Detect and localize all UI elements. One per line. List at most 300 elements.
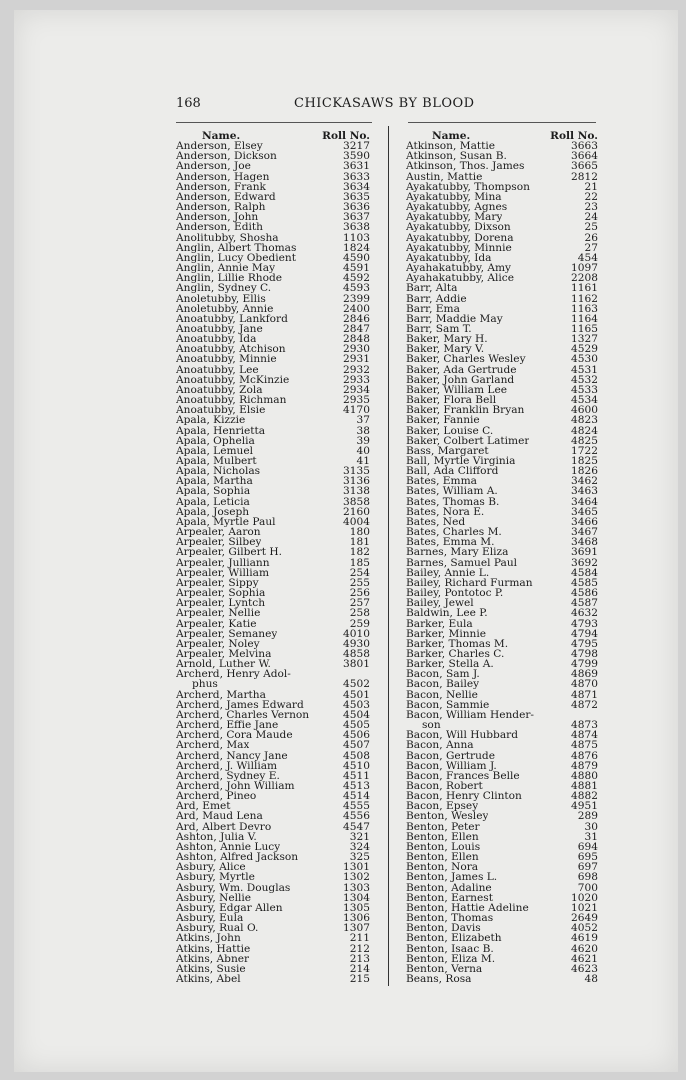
- roll-entry: [406, 486, 598, 496]
- entry-name: Apala, Henrietta: [176, 425, 266, 436]
- entry-name: Anderson, Joe: [176, 161, 251, 172]
- entry-roll-number: 3634: [343, 180, 370, 193]
- entry-name: Bailey, Jewel: [406, 598, 474, 609]
- entry-name: Arpealer, Julliann: [176, 557, 270, 568]
- roll-entry: [176, 263, 370, 273]
- entry-roll-number: 40: [356, 444, 370, 457]
- entry-name: Arpealer, Silbey: [176, 537, 262, 548]
- entry-name: Ayahakatubby, Amy: [406, 263, 512, 274]
- entry-name: Archerd, John William: [176, 781, 295, 792]
- roll-entry: [406, 903, 598, 913]
- roll-entry: [406, 233, 598, 243]
- entry-roll-number: 30: [584, 820, 598, 833]
- entry-roll-number: 25: [584, 221, 598, 234]
- entry-name: Bailey, Annie L.: [406, 567, 490, 578]
- roll-entry: [176, 568, 370, 578]
- roll-entry: [176, 598, 370, 608]
- entry-name: Barr, Alta: [406, 283, 458, 294]
- roll-entry: [176, 822, 370, 832]
- entry-roll-number: 23: [584, 201, 598, 214]
- entry-roll-number: 4795: [571, 637, 598, 650]
- roll-entry: [406, 832, 598, 842]
- roll-entry: [176, 842, 370, 852]
- roll-entry: [406, 649, 598, 659]
- entry-roll-number: 3664: [571, 150, 598, 163]
- right-column: [406, 131, 598, 984]
- entry-name: Anoatubby, Atchison: [176, 344, 286, 355]
- entry-name: Archerd, Effie Jane: [176, 720, 279, 731]
- entry-roll-number: 180: [349, 526, 370, 539]
- roll-entry: [406, 172, 598, 182]
- entry-roll-number: 4874: [571, 729, 598, 742]
- entry-roll-number: 213: [349, 952, 370, 965]
- entry-roll-number: 1103: [343, 231, 370, 244]
- entry-roll-number: 694: [577, 840, 598, 853]
- entry-roll-number: 4010: [343, 627, 370, 640]
- roll-entry: [406, 872, 598, 882]
- entry-roll-number: 4507: [343, 739, 370, 752]
- entry-name: Beans, Rosa: [406, 973, 472, 985]
- entry-roll-number: 2935: [343, 394, 370, 407]
- entry-name: Archerd, Max: [176, 740, 250, 751]
- entry-roll-number: 3631: [343, 160, 370, 173]
- entry-name: Apala, Joseph: [176, 506, 250, 517]
- entry-roll-number: 256: [349, 587, 370, 600]
- entry-roll-number: 22: [584, 190, 598, 203]
- entry-name: Arpealer, Nellie: [176, 608, 261, 619]
- roll-entry: [176, 314, 370, 324]
- entry-name: Arnold, Luther W.: [176, 659, 271, 670]
- roll-entry: [176, 497, 370, 507]
- roll-entry: [176, 141, 370, 151]
- entry-roll-number: 4513: [343, 780, 370, 792]
- entry-roll-number: 289: [577, 810, 598, 823]
- entry-name: Asbury, Wm. Douglas: [176, 882, 291, 893]
- entry-name: phus: [192, 679, 218, 690]
- entry-name: Benton, James L.: [406, 872, 498, 883]
- roll-entry: [176, 405, 370, 415]
- entry-name: Arpealer, William: [176, 567, 269, 578]
- entry-roll-number: 4794: [571, 627, 598, 640]
- roll-entry: [406, 547, 598, 557]
- entry-name: Baker, Franklin Bryan: [406, 405, 525, 416]
- entry-name: Archerd, Nancy Jane: [176, 750, 288, 761]
- entry-roll-number: 3637: [343, 211, 370, 224]
- entry-name: Anderson, Dickson: [176, 151, 277, 162]
- entry-roll-number: 4593: [343, 282, 370, 295]
- entry-name: Arpealer, Katie: [176, 618, 257, 629]
- entry-name: Anderson, Hagen: [176, 171, 270, 182]
- entry-roll-number: 4591: [343, 262, 370, 275]
- roll-entry: [176, 446, 370, 456]
- roll-entry: [406, 304, 598, 314]
- entry-name: Benton, Nora: [406, 862, 479, 873]
- entry-roll-number: 454: [577, 251, 598, 264]
- entry-roll-number: 4623: [571, 962, 598, 975]
- entry-name: Ard, Albert Devro: [176, 821, 272, 832]
- entry-name: Ayakatubby, Dixson: [406, 222, 511, 233]
- roll-entry: [176, 933, 370, 943]
- entry-name: Arpealer, Sophia: [176, 588, 266, 599]
- entry-roll-number: 3691: [571, 546, 598, 559]
- roll-entry: [406, 517, 598, 527]
- entry-roll-number: 1303: [343, 881, 370, 894]
- entry-roll-number: 1307: [343, 922, 370, 935]
- entry-roll-number: 2934: [343, 383, 370, 396]
- roll-entry: [406, 720, 598, 730]
- entry-name: Anoletubby, Annie: [176, 303, 274, 314]
- entry-name: Ayakatubby, Agnes: [406, 202, 508, 213]
- entry-roll-number: 3464: [571, 495, 598, 508]
- roll-entry: [176, 690, 370, 700]
- entry-name: Bacon, Gertrude: [406, 750, 495, 761]
- entry-name: Benton, Verna: [406, 963, 483, 974]
- entry-roll-number: 214: [349, 962, 370, 975]
- entry-roll-number: 4798: [571, 647, 598, 660]
- roll-entry: [406, 273, 598, 283]
- roll-entry: [406, 558, 598, 568]
- name-column-header: Name.: [202, 130, 241, 142]
- entry-name: Atkinson, Susan B.: [406, 151, 507, 162]
- roll-entry: [406, 294, 598, 304]
- entry-name: Ayahakatubby, Alice: [406, 273, 514, 284]
- entry-name: Austin, Mattie: [406, 171, 483, 182]
- entry-roll-number: 215: [349, 972, 370, 985]
- roll-entry: [176, 558, 370, 568]
- entry-roll-number: 3635: [343, 190, 370, 203]
- entry-name: Bailey, Richard Furman: [406, 577, 533, 589]
- entry-roll-number: 2932: [343, 363, 370, 376]
- entry-name: Baldwin, Lee P.: [406, 608, 488, 619]
- roll-entry: [406, 893, 598, 903]
- entry-name: Barker, Charles C.: [406, 648, 505, 660]
- roll-entry: [176, 324, 370, 334]
- entry-name: Bates, Emma: [406, 476, 477, 487]
- entry-roll-number: 1163: [571, 302, 598, 315]
- roll-entry: [176, 679, 370, 689]
- entry-name: Bacon, Anna: [406, 740, 474, 751]
- roll-entry: [176, 893, 370, 903]
- entry-roll-number: 3468: [571, 536, 598, 549]
- roll-entry: [406, 507, 598, 517]
- entry-name: Apala, Leticia: [176, 496, 250, 507]
- entry-roll-number: 700: [577, 881, 598, 894]
- entry-name: Archerd, James Edward: [176, 699, 304, 710]
- entry-roll-number: 4514: [343, 790, 370, 803]
- left-column: [176, 131, 370, 984]
- roll-entry: [176, 740, 370, 750]
- entry-name: Archerd, Cora Maude: [176, 730, 293, 741]
- entry-name: Asbury, Alice: [176, 862, 246, 873]
- entry-name: Baker, Colbert Latimer: [406, 435, 530, 446]
- roll-column-header: Roll No.: [550, 130, 598, 142]
- entry-name: Arpealer, Melvina: [176, 648, 272, 660]
- entry-roll-number: 4879: [571, 759, 598, 772]
- entry-name: Bacon, Henry Clinton: [406, 791, 522, 802]
- entry-name: Archerd, Charles Vernon: [176, 709, 310, 721]
- entry-roll-number: 4502: [343, 678, 370, 691]
- roll-entry: [406, 710, 598, 720]
- entry-roll-number: 2649: [571, 912, 598, 925]
- entry-roll-number: 4824: [571, 424, 598, 437]
- roll-entry: [176, 182, 370, 192]
- roll-entry: [176, 476, 370, 486]
- roll-entry: [176, 639, 370, 649]
- entry-name: son: [422, 720, 441, 731]
- entry-name: Baker, Ada Gertrude: [406, 364, 517, 375]
- roll-entry: [176, 852, 370, 862]
- entry-name: Bailey, Pontotoc P.: [406, 588, 504, 599]
- header-rule-left: [176, 122, 372, 123]
- roll-entry: [176, 578, 370, 588]
- entry-roll-number: 3692: [571, 556, 598, 569]
- entry-name: Atkins, Hattie: [176, 943, 251, 954]
- roll-entry: [406, 842, 598, 852]
- roll-entry: [176, 222, 370, 232]
- roll-entry: [406, 822, 598, 832]
- entry-name: Bates, William A.: [406, 486, 498, 497]
- entry-roll-number: 1722: [571, 444, 598, 457]
- entry-name: Baker, Charles Wesley: [406, 354, 526, 365]
- entry-roll-number: 697: [577, 861, 598, 874]
- entry-name: Anderson, John: [176, 212, 259, 223]
- entry-roll-number: 3135: [343, 465, 370, 478]
- entry-roll-number: 4585: [571, 576, 598, 589]
- roll-entry: [406, 852, 598, 862]
- entry-name: Anderson, Elsey: [176, 141, 263, 152]
- entry-roll-number: 4555: [343, 800, 370, 813]
- roll-entry: [176, 415, 370, 425]
- name-column-header: Name.: [432, 130, 471, 142]
- roll-entry: [176, 710, 370, 720]
- entry-roll-number: 4823: [571, 414, 598, 427]
- roll-entry: [406, 354, 598, 364]
- page-header: [176, 96, 596, 116]
- entry-roll-number: 4586: [571, 587, 598, 600]
- entry-roll-number: 1306: [343, 912, 370, 925]
- entry-roll-number: 2931: [343, 353, 370, 366]
- entry-name: Barker, Stella A.: [406, 659, 494, 670]
- entry-name: Bacon, Will Hubbard: [406, 730, 518, 741]
- entry-name: Ball, Ada Clifford: [406, 466, 499, 477]
- entry-name: Anderson, Edith: [176, 222, 263, 233]
- roll-entry: [406, 690, 598, 700]
- entry-name: Apala, Martha: [176, 476, 253, 487]
- roll-entry: [176, 669, 370, 679]
- roll-entry: [176, 172, 370, 182]
- entry-roll-number: 3590: [343, 150, 370, 163]
- roll-entry: [176, 456, 370, 466]
- entry-roll-number: 4506: [343, 729, 370, 742]
- entry-name: Anderson, Edward: [176, 191, 276, 203]
- roll-entry: [406, 141, 598, 151]
- entry-roll-number: 181: [349, 536, 370, 549]
- roll-entry: [176, 537, 370, 547]
- entry-name: Benton, Louis: [406, 841, 481, 853]
- entry-name: Asbury, Nellie: [176, 892, 252, 903]
- entry-name: Anoatubby, Richman: [176, 395, 287, 406]
- entry-name: Anoatubby, Lankford: [176, 313, 288, 324]
- entry-roll-number: 4930: [343, 637, 370, 650]
- entry-roll-number: 2930: [343, 343, 370, 356]
- entry-name: Ayakatubby, Dorena: [406, 232, 514, 243]
- entry-name: Archerd, Sydney E.: [176, 770, 280, 781]
- entry-roll-number: 324: [349, 840, 370, 853]
- entry-roll-number: 321: [349, 830, 370, 843]
- entry-name: Anglin, Albert Thomas: [176, 242, 297, 253]
- roll-entry: [406, 456, 598, 466]
- roll-entry: [176, 720, 370, 730]
- entry-roll-number: 2208: [571, 272, 598, 285]
- entry-name: Benton, Isaac B.: [406, 943, 494, 954]
- roll-entry: [406, 619, 598, 629]
- entry-name: Apala, Kizzie: [176, 415, 246, 426]
- roll-entry: [406, 263, 598, 273]
- roll-entry: [176, 811, 370, 821]
- entry-name: Bates, Thomas B.: [406, 496, 500, 507]
- roll-entry: [176, 923, 370, 933]
- entry-name: Bass, Margaret: [406, 445, 489, 456]
- entry-roll-number: 3138: [343, 485, 370, 498]
- entry-name: Anoatubby, Lee: [176, 364, 259, 375]
- roll-entry: [406, 314, 598, 324]
- entry-roll-number: 2399: [343, 292, 370, 305]
- page-number: 168: [176, 96, 201, 111]
- entry-roll-number: 4503: [343, 698, 370, 711]
- roll-entry: [406, 923, 598, 933]
- roll-entry: [406, 212, 598, 222]
- entry-name: Barnes, Samuel Paul: [406, 557, 518, 568]
- roll-entry: [406, 954, 598, 964]
- roll-entry: [176, 771, 370, 781]
- entry-roll-number: 4872: [571, 698, 598, 711]
- entry-roll-number: 4600: [571, 404, 598, 417]
- entry-name: Baker, John Garland: [406, 374, 515, 385]
- roll-entry: [406, 202, 598, 212]
- roll-entry: [176, 486, 370, 496]
- roll-entry: [176, 903, 370, 913]
- entry-roll-number: 24: [584, 211, 598, 224]
- roll-entry: [406, 659, 598, 669]
- entry-name: Baker, Flora Bell: [406, 395, 497, 406]
- entry-roll-number: 1020: [571, 891, 598, 904]
- entry-roll-number: 4858: [343, 647, 370, 660]
- roll-entry: [406, 700, 598, 710]
- entry-name: Arpealer, Noley: [176, 638, 260, 649]
- entry-roll-number: 3636: [343, 201, 370, 214]
- roll-entry: [406, 446, 598, 456]
- entry-name: Benton, Earnest: [406, 892, 493, 903]
- entry-name: Archerd, J. William: [176, 760, 278, 771]
- entry-roll-number: 4632: [571, 607, 598, 620]
- entry-roll-number: 3638: [343, 221, 370, 234]
- entry-name: Bacon, William Hender-: [406, 709, 534, 721]
- roll-entry: [176, 365, 370, 375]
- entry-roll-number: 4619: [571, 932, 598, 945]
- roll-entry: [406, 466, 598, 476]
- roll-entry: [176, 273, 370, 283]
- entry-name: Ayakatubby, Thompson: [406, 181, 530, 192]
- entry-roll-number: 1164: [571, 312, 598, 325]
- entry-roll-number: 182: [349, 546, 370, 559]
- entry-name: Bacon, Bailey: [406, 679, 480, 690]
- roll-entry: [176, 588, 370, 598]
- entry-roll-number: 21: [584, 180, 598, 193]
- entry-roll-number: 31: [584, 830, 598, 843]
- entry-roll-number: 1097: [571, 262, 598, 275]
- entry-roll-number: 4590: [343, 251, 370, 264]
- entry-name: Bates, Charles M.: [406, 527, 502, 538]
- entry-name: Bacon, Robert: [406, 781, 483, 792]
- roll-entry: [406, 598, 598, 608]
- entry-name: Ard, Maud Lena: [176, 811, 263, 822]
- entry-name: Ayakatubby, Minnie: [406, 242, 512, 253]
- roll-entry: [176, 730, 370, 740]
- roll-entry: [176, 883, 370, 893]
- roll-entry: [176, 547, 370, 557]
- entry-roll-number: 4508: [343, 749, 370, 762]
- entry-roll-number: 4547: [343, 820, 370, 833]
- entry-name: Benton, Thomas: [406, 913, 494, 924]
- entry-name: Arpealer, Lyntch: [176, 598, 266, 609]
- roll-entry: [176, 212, 370, 222]
- roll-entry: [406, 192, 598, 202]
- roll-entry: [406, 161, 598, 171]
- roll-entry: [176, 659, 370, 669]
- roll-entry: [176, 619, 370, 629]
- entry-name: Anderson, Ralph: [176, 202, 266, 213]
- entry-name: Bacon, Sam J.: [406, 669, 480, 680]
- entry-roll-number: 4876: [571, 749, 598, 762]
- roll-entry: [176, 781, 370, 791]
- entry-name: Bates, Emma M.: [406, 537, 495, 548]
- entry-name: Ashton, Julia V.: [176, 831, 257, 842]
- entry-roll-number: 2933: [343, 373, 370, 386]
- roll-entry: [176, 375, 370, 385]
- entry-roll-number: 3466: [571, 515, 598, 528]
- entry-name: Anoatubby, Minnie: [176, 354, 277, 365]
- roll-entry: [406, 964, 598, 974]
- entry-name: Ayakatubby, Mina: [406, 191, 502, 203]
- roll-entry: [406, 608, 598, 618]
- entry-name: Anglin, Lillie Rhode: [176, 273, 283, 284]
- roll-entry: [176, 862, 370, 872]
- entry-name: Apala, Myrtle Paul: [176, 516, 276, 528]
- entry-roll-number: 4529: [571, 343, 598, 356]
- roll-entry: [176, 517, 370, 527]
- entry-name: Benton, Peter: [406, 821, 480, 832]
- entry-name: Arpealer, Sippy: [176, 577, 259, 589]
- roll-entry: [406, 629, 598, 639]
- entry-roll-number: 4530: [571, 353, 598, 366]
- entry-roll-number: 4504: [343, 708, 370, 721]
- entry-name: Apala, Ophelia: [176, 435, 255, 446]
- roll-entry: [406, 862, 598, 872]
- entry-roll-number: 4587: [571, 597, 598, 610]
- entry-name: Anglin, Sydney C.: [176, 283, 272, 294]
- entry-roll-number: 41: [356, 455, 370, 467]
- entry-name: Benton, Ellen: [406, 831, 479, 842]
- roll-entry: [176, 832, 370, 842]
- roll-entry: [406, 771, 598, 781]
- entry-roll-number: 4881: [571, 780, 598, 792]
- roll-entry: [406, 334, 598, 344]
- entry-roll-number: 4532: [571, 373, 598, 386]
- entry-roll-number: 3136: [343, 475, 370, 488]
- entry-roll-number: 4510: [343, 759, 370, 772]
- entry-roll-number: 4592: [343, 272, 370, 285]
- entry-name: Baker, Mary H.: [406, 334, 488, 345]
